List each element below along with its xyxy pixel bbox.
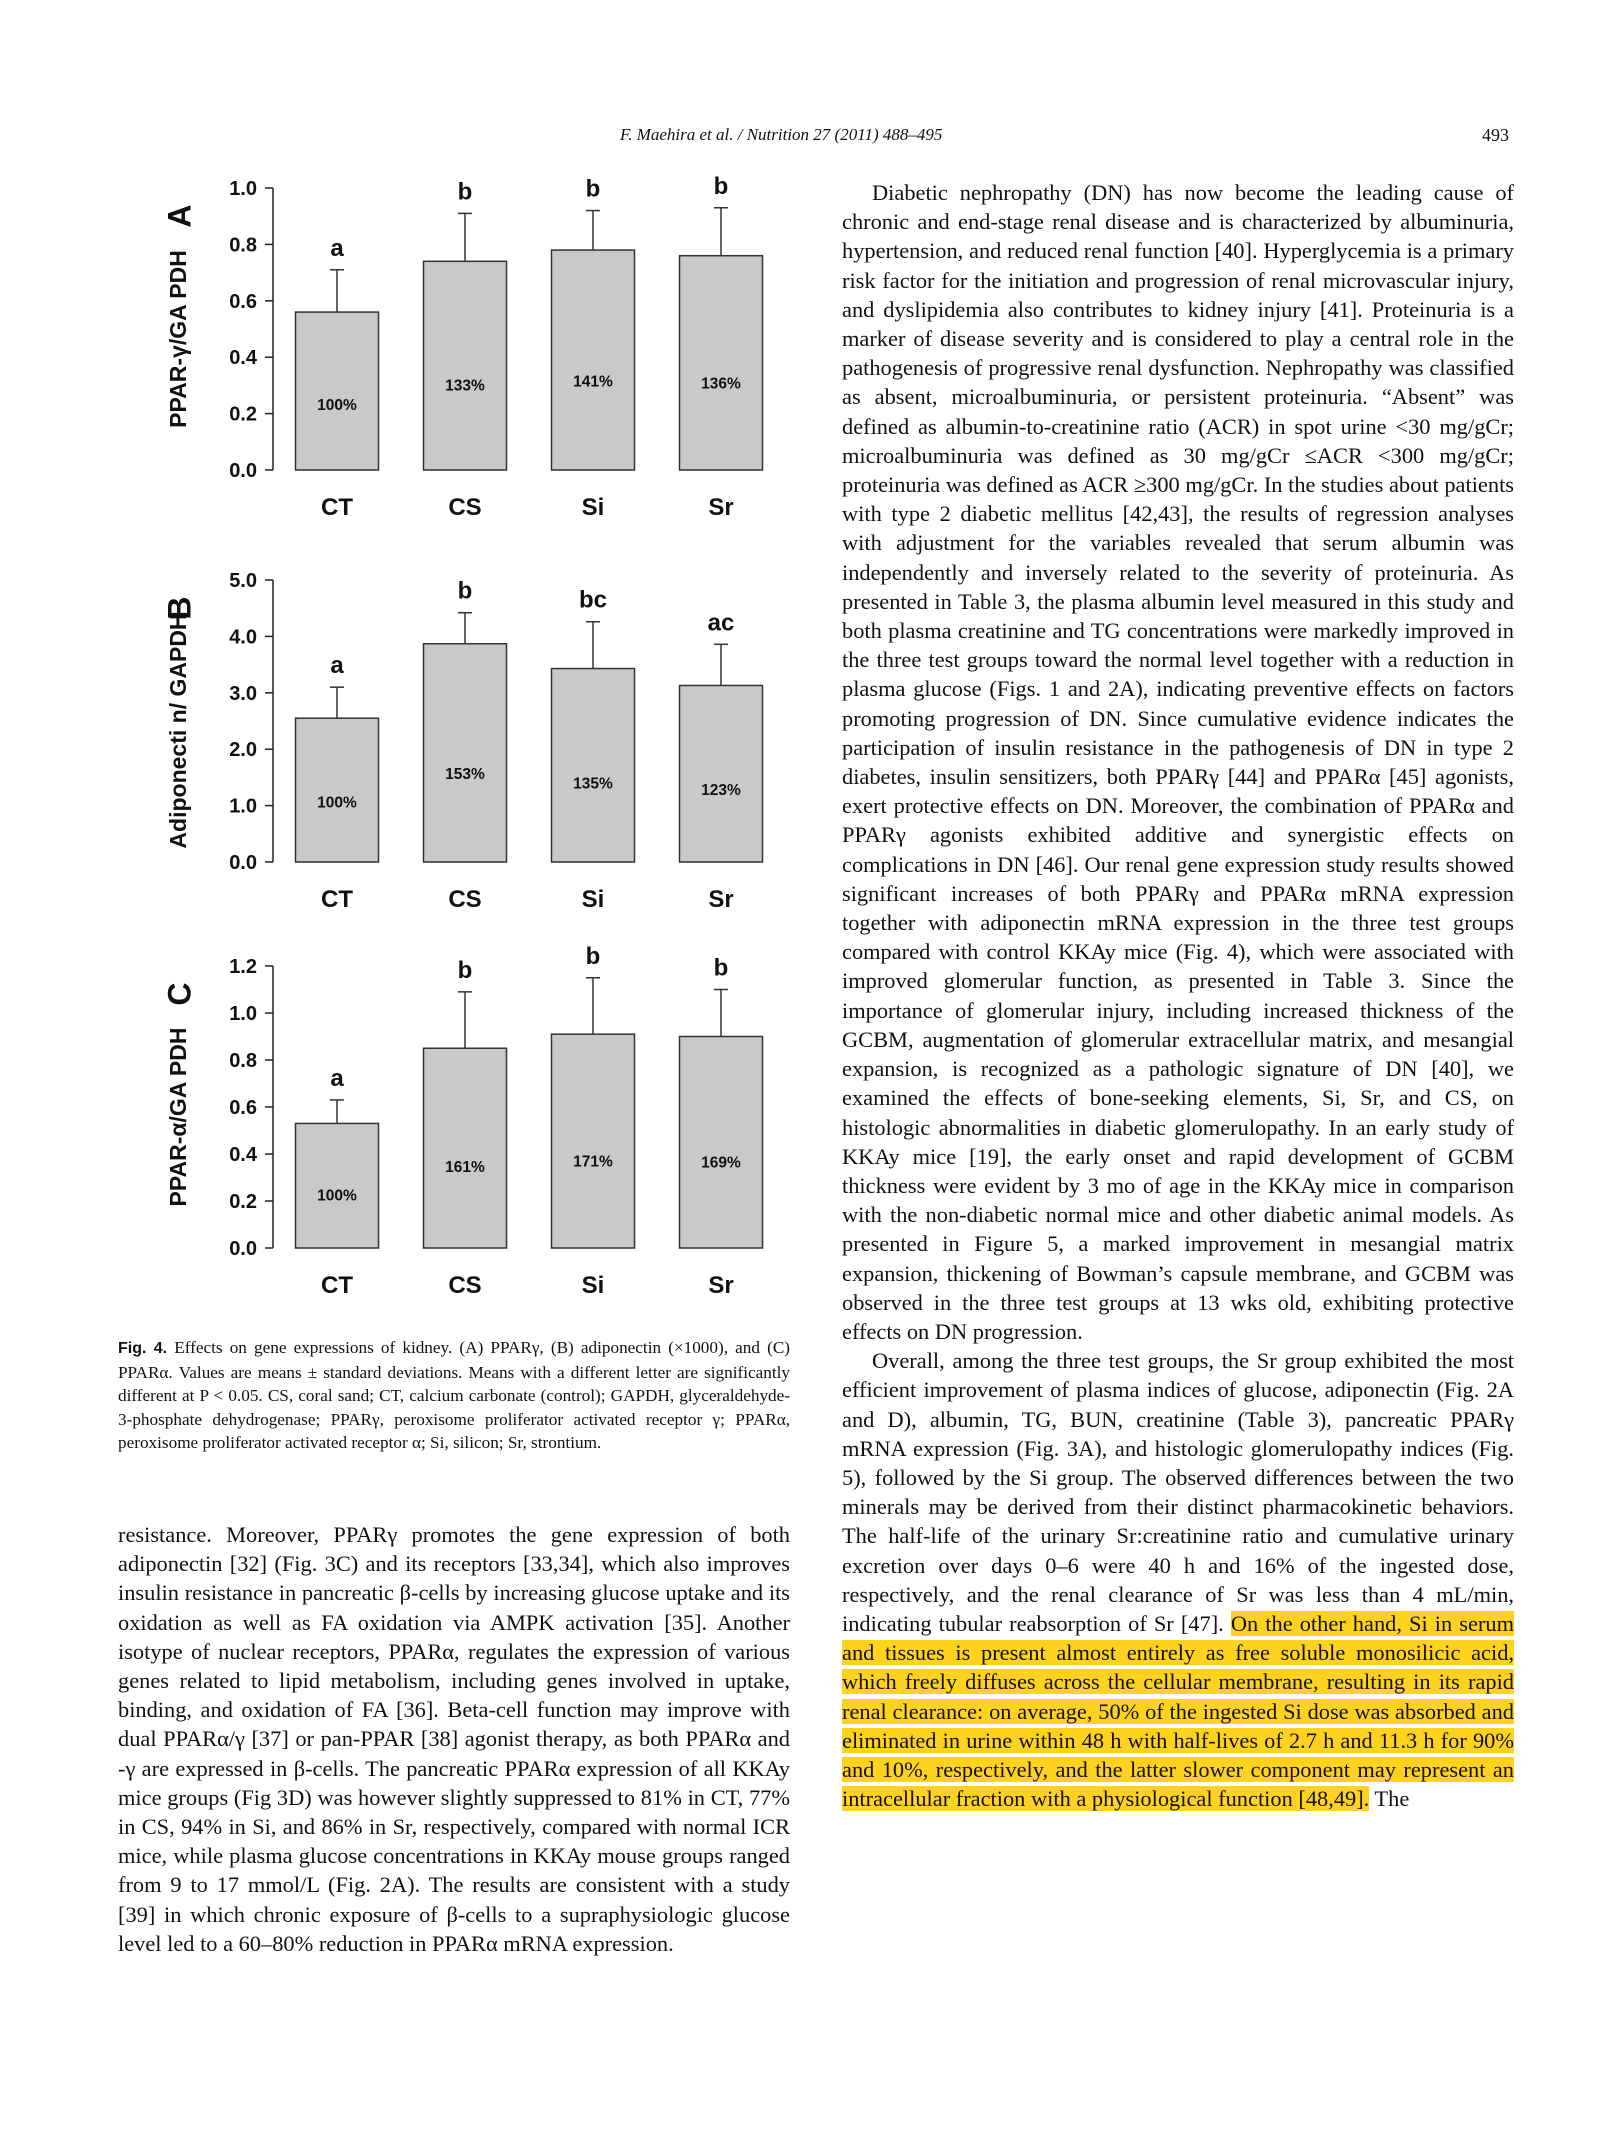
x-tick-label: Sr <box>708 886 734 913</box>
percent-label: 133% <box>445 377 485 395</box>
significance-letter: b <box>713 954 729 982</box>
highlighted-text: On the other hand, Si in serum and tissues is present almost entirely as free soluble monosilicic acid, which freely diffuses across the cellular membrane, resulting in its rapid renal clearance: on average, 50% of the ingested Si dose was absorbed and eliminated in urine within 48 h with half-lives of 2.7 h and 11.3 h for 90% and 10%, respectively, and the latter slower component may represent an intracellular fraction with a physiological function [48,49]. <box>842 1610 1514 1812</box>
significance-letter: ac <box>707 609 735 637</box>
percent-label: 153% <box>445 766 485 784</box>
paragraph: resistance. Moreover, PPARγ promotes the gene expression of both adiponectin [32] (Fig. 3C) and its receptors [33,34], which also improves insulin resistance in pancreatic β-cells by increasing glucose uptake and its oxidation as well as FA oxidation via AMPK activation [35]. Another isotype of nuclear receptors, PPARα, regulates the expression of various genes related to lipid metabolism, including genes involved in uptake, binding, and oxidation of FA [36]. Beta-cell function may improve with dual PPARα/γ [37] or pan-PPAR [38] agonist therapy, as both PPARα and -γ are expressed in β-cells. The pancreatic PPARα expression of all KKAy mice groups (Fig 3D) was however slightly suppressed to 81% in CT, 77% in CS, 94% in Si, and 86% in Sr, respectively, compared with normal ICR mice, while plasma glucose concentrations in KKAy mouse groups ranged from 9 to 17 mmol/L (Fig. 2A). The results are consistent with a study [39] in which chronic exposure of β-cells to a supraphysiologic glucose level led to a 60–80% reduction in PPARα mRNA expression. <box>118 1522 790 1956</box>
significance-letter: b <box>457 577 473 605</box>
y-tick-label: 1.2 <box>229 956 257 978</box>
y-tick-label: 5.0 <box>229 570 257 592</box>
bar <box>680 1037 763 1249</box>
chart-c-svg <box>161 942 810 1318</box>
percent-label: 123% <box>701 781 741 799</box>
significance-letter: bc <box>578 586 608 614</box>
left-text-column <box>118 1520 790 1958</box>
paragraph-text-end: The <box>1374 1786 1410 1812</box>
caption-text: Effects on gene expressions of kidney. (A) PPARγ, (B) adiponectin (×1000), and (C) PPARα. Values are means ± standard deviations. Means with a different letter are significantly different at P < 0.05. CS, coral sand; CT, calcium carbonate (control); GAPDH, glyceraldehyde-3-phosphate dehydrogenase; PPARγ, peroxisome proliferator activated receptor γ; PPARα, peroxisome proliferator activated receptor α; Si, silicon; Sr, strontium. <box>118 1338 791 1452</box>
bar <box>296 1123 379 1248</box>
bar <box>552 1034 635 1248</box>
y-tick-label: 0.0 <box>229 1238 257 1260</box>
paragraph <box>842 1346 1514 1813</box>
percent-label: 141% <box>573 373 613 391</box>
panel-letter: B <box>161 596 198 620</box>
y-axis-label: PPAR-γ/GA PDH <box>165 250 191 428</box>
percent-label: 135% <box>573 775 613 793</box>
y-tick-label: 1.0 <box>229 178 257 200</box>
chart-panel-c <box>161 942 810 1299</box>
bar <box>424 1048 507 1248</box>
paragraph-text: Overall, among the three test groups, the Sr group exhibited the most efficient improvement of plasma indices of glucose, adiponectin (Fig. 2A and D), albumin, TG, BUN, creatinine (Table 3), pancreatic PPARγ mRNA expression (Fig. 3A), and histologic glomerulopathy indices (Fig. 5), followed by the Si group. The observed differences between the two minerals may be derived from their distinct pharmacokinetic behaviors. The half-life of the urinary Sr:creatinine ratio and cumulative urinary excretion over days 0–6 were 40 h and 16% of the ingested dose, respectively, and the renal clearance of Sr was less than 4 mL/min, indicating tubular reabsorption of Sr [47]. <box>842 1348 1514 1636</box>
figure-label: Fig. 4. <box>118 1340 168 1357</box>
y-tick-label: 3.0 <box>229 682 257 705</box>
x-tick-label: CT <box>321 886 353 913</box>
figure-caption <box>118 1336 790 1455</box>
paragraph: Diabetic nephropathy (DN) has now become the leading cause of chronic and end-stage renal disease and is characterized by albuminuria, hypertension, and reduced renal function [40]. Hyperglycemia is a primary risk factor for the initiation and progression of renal microvascular injury, and dyslipidemia also contributes to kidney injury [41]. Proteinuria is a marker of disease severity and is considered to play a central role in the pathogenesis of progressive renal dysfunction. Nephropathy was classified as absent, microalbuminuria, or persistent proteinuria. “Absent” was defined as albumin-to-creatinine ratio (ACR) in spot urine <30 mg/gCr; microalbuminuria was defined as 30 mg/gCr ≤ACR <300 mg/gCr; proteinuria was defined as ACR ≥300 mg/gCr. In the studies about patients with type 2 diabetic mellitus [42,43], the results of regression analyses with adjustment for the variables revealed that serum albumin was independently and inversely related to the severity of proteinuria. As presented in Table 3, the plasma albumin level measured in this study and both plasma creatinine and TG concentrations were markedly improved in the three test groups toward the normal level together with a reduction in plasma glucose (Figs. 1 and 2A), indicating preventive effects on factors promoting progression of DN. Since cumulative evidence indicates the participation of insulin resistance in the pathogenesis of DN in type 2 diabetes, insulin sensitizers, both PPARγ [44] and PPARα [45] agonists, exert protective effects on DN. Moreover, the combination of PPARα and PPARγ agonists exhibited additive and synergistic effects on complications in DN [46]. Our renal gene expression study results showed significant increases of both PPARγ and PPARα mRNA expression together with adiponectin mRNA expression in the three test groups compared with control KKAy mice (Fig. 4), which were associated with improved glomerular function, as presented in Table 3. Since the importance of glomerular injury, including increased thickness of the GCBM, augmentation of glomerular extracellular matrix, and mesangial expansion, is recognized as a pathologic signature of DN [40], we examined the effects of bone-seeking elements, Si, Sr, and CS, on histologic abnormalities in diabetic glomerulopathy. In an early study of KKAy mice [19], the early onset and rapid development of GCBM thickness were evident by 3 mo of age in the KKAy mice in comparison with the non-diabetic normal mice and other diabetic animal models. As presented in Figure 5, a marked improvement in mesangial matrix expansion, thickening of Bowman’s capsule membrane, and GCBM was observed in the three test groups at 13 wks old, exhibiting protective effects on DN progression. <box>842 180 1514 1344</box>
bar <box>296 312 379 470</box>
x-tick-label: Si <box>581 886 605 913</box>
percent-label: 100% <box>317 1187 357 1205</box>
bar <box>680 685 763 862</box>
y-axis-label: Adiponecti n/ GAPDH <box>165 613 191 849</box>
y-tick-label: 2.0 <box>229 739 257 762</box>
panel-letter: C <box>161 982 198 1006</box>
percent-label: 161% <box>445 1159 485 1177</box>
y-tick-label: 1.0 <box>229 795 257 818</box>
significance-letter: a <box>330 234 344 262</box>
percent-label: 136% <box>701 375 741 393</box>
significance-letter: b <box>457 178 473 206</box>
significance-letter: b <box>585 175 601 203</box>
percent-label: 171% <box>573 1153 613 1171</box>
chart-b-svg <box>161 570 810 913</box>
y-tick-label: 4.0 <box>229 626 257 649</box>
x-tick-label: CT <box>321 1272 353 1299</box>
y-tick-label: 0.6 <box>229 1097 257 1119</box>
y-tick-label: 0.6 <box>229 290 257 313</box>
significance-letter: a <box>330 1064 344 1092</box>
x-tick-label: CS <box>448 494 482 521</box>
x-tick-label: CS <box>448 886 482 913</box>
panel-letter: A <box>161 204 198 228</box>
significance-letter: b <box>457 956 473 984</box>
percent-label: 169% <box>701 1154 741 1172</box>
x-tick-label: CS <box>448 1272 482 1299</box>
x-tick-label: Sr <box>708 494 734 521</box>
y-tick-label: 0.0 <box>229 460 257 482</box>
y-tick-label: 0.2 <box>229 403 257 426</box>
bar <box>552 669 635 862</box>
bar <box>424 644 507 862</box>
percent-label: 100% <box>317 396 357 414</box>
x-tick-label: Si <box>581 494 605 521</box>
x-tick-label: CT <box>321 494 353 521</box>
significance-letter: a <box>330 652 344 680</box>
chart-panel-a <box>161 172 810 521</box>
percent-label: 100% <box>317 794 357 812</box>
bar <box>296 718 379 862</box>
journal-citation: F. Maehira et al. / Nutrition 27 (2011) 488–495 <box>620 125 943 144</box>
x-tick-label: Sr <box>708 1272 734 1299</box>
y-tick-label: 0.8 <box>229 234 257 257</box>
x-tick-label: Si <box>581 1272 605 1299</box>
bar <box>552 250 635 470</box>
bar <box>424 261 507 470</box>
right-text-column <box>842 178 1514 1813</box>
running-header <box>0 125 1599 155</box>
y-tick-label: 0.8 <box>229 1050 257 1072</box>
y-axis-label: PPAR-α/GA PDH <box>165 1027 191 1207</box>
y-tick-label: 0.2 <box>229 1191 257 1213</box>
significance-letter: b <box>713 172 729 200</box>
y-tick-label: 0.0 <box>229 852 257 874</box>
chart-a-svg <box>161 172 810 521</box>
significance-letter: b <box>585 942 601 970</box>
chart-panel-b <box>161 570 810 913</box>
y-tick-label: 1.0 <box>229 1003 257 1025</box>
y-tick-label: 0.4 <box>229 347 257 370</box>
page-number: 493 <box>1482 125 1509 145</box>
bar <box>680 256 763 470</box>
y-tick-label: 0.4 <box>229 1144 257 1166</box>
